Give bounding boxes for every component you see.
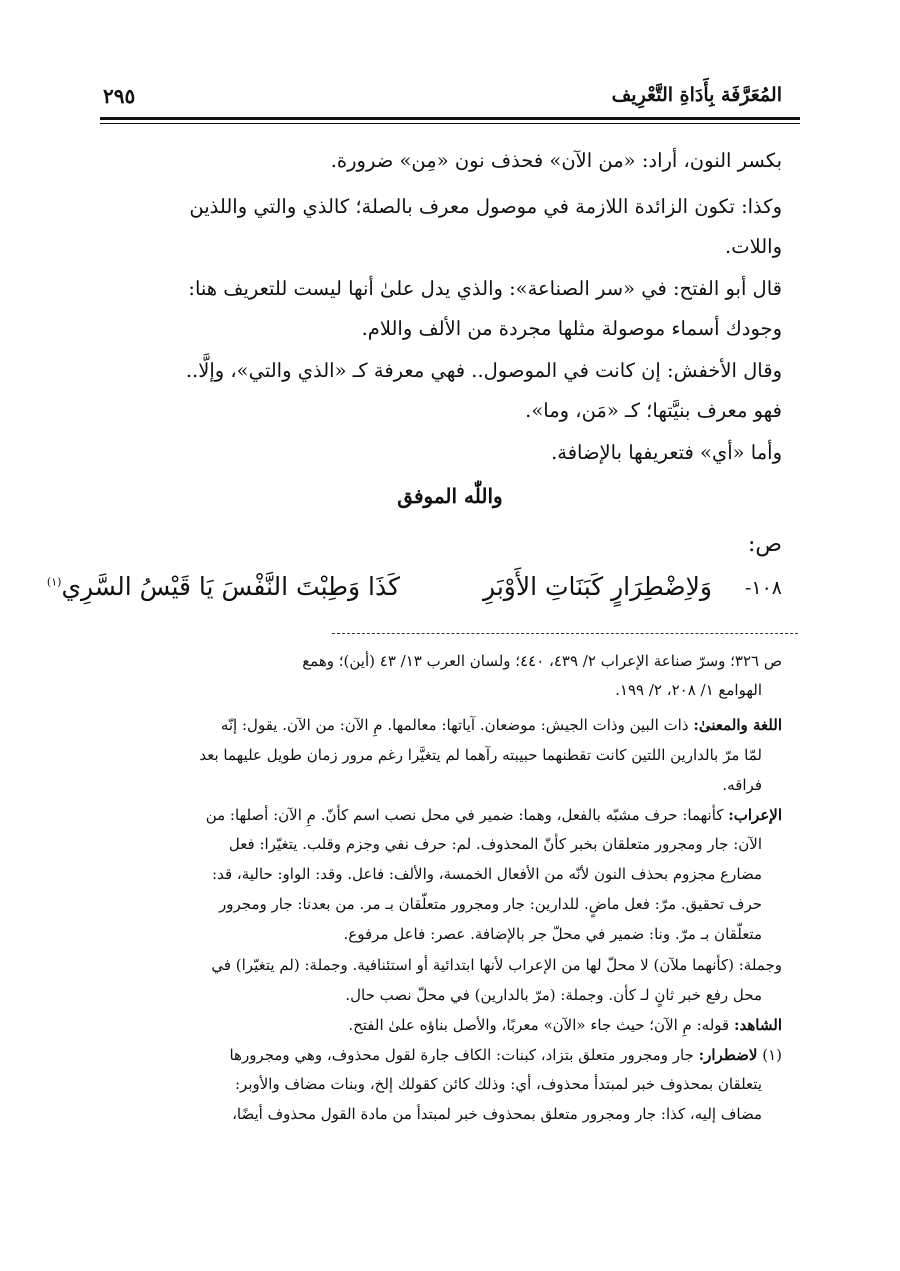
body-line: واللات. (725, 235, 782, 258)
footnote-line (92, 712, 782, 738)
lugha-label: اللغة والمعنىٰ: (693, 716, 782, 734)
body-line: قال أبو الفتح: في «سر الصناعة»: والذي يدل علىٰ أنها ليست للتعريف هنا: (188, 277, 782, 300)
footnote-separator (332, 633, 798, 634)
footnote-line: الآن: جار ومجرور متعلقان بخبر كأنّ المحذوف. لم: حرف نفي وجزم وقلب. يتغيّرا: فعل (228, 835, 762, 853)
lugha-text: ذات البين وذات الجيش: موضعان. آياتها: معالمها. مِ الآن: من الآن. يقول: إنّه (220, 716, 689, 734)
closing-phrase: واللّٰه الموفق (397, 484, 503, 508)
footnote-line: متعلّقان بـ مرّ. ونا: ضمير في محلّ جر بالإضافة. عصر: فاعل مرفوع. (343, 925, 762, 943)
irab-label: الإعراب: (728, 806, 782, 824)
body-line: وكذا: تكون الزائدة اللازمة في موصول معرف بالصلة؛ كالذي والتي واللذين (189, 195, 782, 218)
footnote-line: مضارع مجزوم بحذف النون لأنّه من الأفعال الخمسة، والألف: فاعل. وقد: الواو: حالية، قد: (212, 865, 762, 883)
footnote-line: لمّا مرّ بالدارين اللتين كانت تقطنهما حبيبته رآهما لم يتغيَّرا رغم مرور زمان طويل عليهما بعد (199, 746, 762, 764)
irab-text: كأنهما: حرف مشبّه بالفعل، وهما: ضمير في محل نصب اسم كأنّ. مِ الآن: أصلها: من (205, 806, 724, 824)
footnote-line: وجملة: (كأنهما ملآن) لا محلّ لها من الإعراب لأنها ابتدائية أو استئنافية. وجملة: (لم يتغيّرا) في (211, 956, 782, 974)
note-label: لاضطرار: (698, 1046, 758, 1064)
footnote-line: الهوامع ١/ ٢٠٨، ٢/ ١٩٩. (615, 681, 762, 699)
body-line: بكسر النون، أراد: «من الآن» فحذف نون «مِن» ضرورة. (330, 149, 782, 172)
running-title: المُعَرَّفَة بِأَدَاةِ التَّعْرِيف (611, 84, 782, 106)
footnote-line (92, 802, 782, 828)
page-number: ٢٩٥ (103, 84, 136, 108)
note-number: (١) (762, 1046, 782, 1064)
shahid-label: الشاهد: (733, 1016, 782, 1034)
body-line: وقال الأخفش: إن كانت في الموصول.. فهي معرفة كـ «الذي والتي»، وإلَّا.. (185, 359, 782, 382)
footnote-line: يتعلقان بمحذوف خبر لمبتدأ محذوف، أي: وذلك كائن كقولك إلخ، وبنات مضاف والأوبر: (235, 1075, 762, 1093)
footnote-line: مضاف إليه، كذا: جار ومجرور متعلق بمحذوف خبر لمبتدأ من مادة القول محذوف أيضًا، (232, 1105, 762, 1123)
header-rule-thin (100, 123, 800, 124)
verse-hemistich-first: وَلاِضْطِرَارٍ كَبَنَاتِ الأَوْبَرِ (483, 572, 712, 601)
footnote-line (92, 1012, 782, 1038)
verse-hemistich-second-text: كَذَا وَطِبْتَ النَّفْسَ يَا قَيْسُ السَّرِي (61, 572, 400, 601)
footnote-line: فراقه. (722, 776, 762, 794)
shahid-text: قوله: مِ الآن؛ حيث جاء «الآن» معربًا، والأصل بناؤه علىٰ الفتح. (348, 1016, 730, 1034)
verse-number: ١٠٨- (744, 577, 782, 599)
body-line: وجودك أسماء موصولة مثلها مجردة من الألف واللام. (361, 317, 782, 340)
verse-hemistich-second (47, 572, 400, 601)
footnote-line: محل رفع خبر ثانٍ لـ كأن. وجملة: (مرّ بالدارين) في محلّ نصب حال. (345, 986, 762, 1004)
body-line: وأما «أي» فتعريفها بالإضافة. (551, 441, 782, 464)
verse-label: ص: (747, 532, 782, 557)
footnote-reference: (١) (46, 575, 62, 589)
footnote-line: حرف تحقيق. مرّ: فعل ماضٍ. للدارين: جار ومجرور متعلّقان بـ مر. من بعدنا: جار ومجرور (219, 895, 762, 913)
header-rule-thick (100, 117, 800, 120)
body-line: فهو معرف بنيَّتها؛ كـ «مَن، وما». (525, 399, 782, 422)
footnote-line (92, 1042, 782, 1068)
note-text: جار ومجرور متعلق بتزاد، كبنات: الكاف جارة لقول محذوف، وهي ومجرورها (229, 1046, 694, 1064)
footnote-line: ص ٣٢٦؛ وسرّ صناعة الإعراب ٢/ ٤٣٩، ٤٤٠؛ ولسان العرب ١٣/ ٤٣ (أين)؛ وهمع (302, 652, 782, 670)
